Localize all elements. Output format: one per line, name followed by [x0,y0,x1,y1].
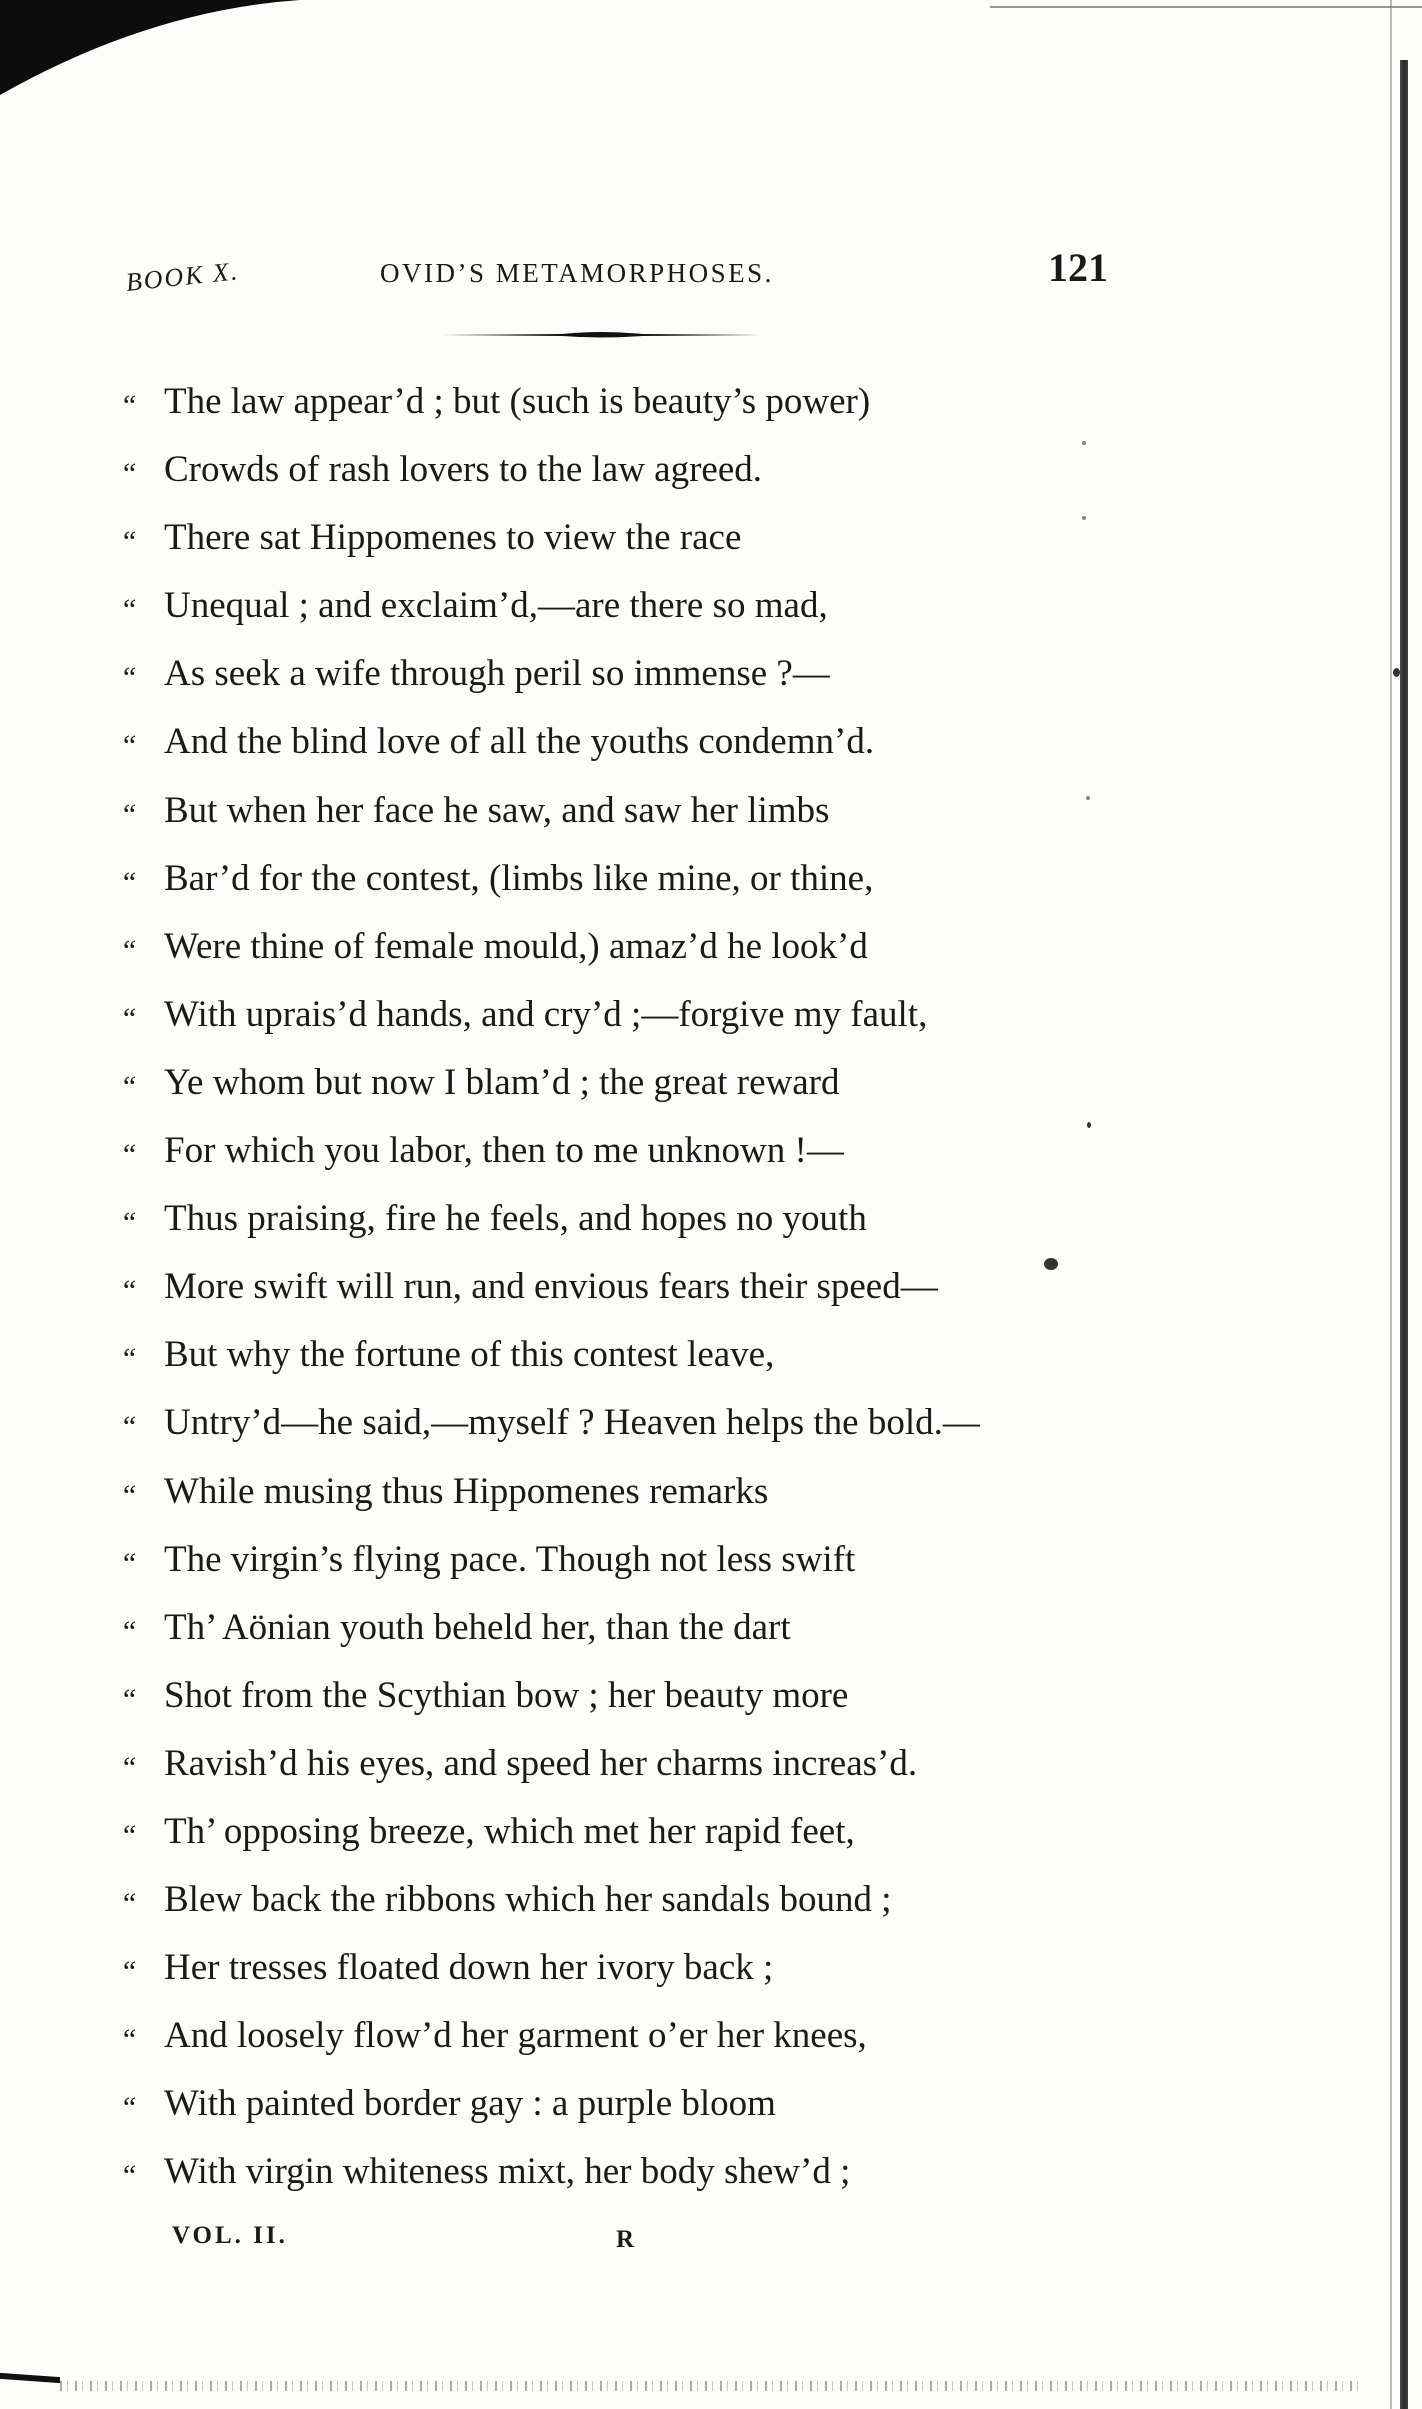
book-label: BOOK X. [124,256,241,297]
verse-line-text: The virgin’s flying pace. Though not less swift [164,1538,856,1580]
verse-line-text: With virgin whiteness mixt, her body shew’d ; [164,2151,851,2193]
opening-quote-mark: “ [120,2091,137,2125]
verse-line [120,1049,1120,1117]
verse-line [120,913,1120,981]
opening-quote-mark: “ [120,593,137,627]
verse-line [120,1866,1120,1934]
opening-quote-mark: “ [120,1614,137,1648]
verse-line [120,1117,1120,1185]
verse-line [120,640,1120,708]
verse-line [120,368,1120,436]
verse-line-text: With uprais’d hands, and cry’d ;—forgive my fault, [164,993,928,1035]
opening-quote-mark: “ [120,1001,137,1035]
verse-line [120,504,1120,572]
verse-line-text: Untry’d—he said,—myself ? Heaven helps the bold.— [164,1402,980,1444]
verse-line [120,2002,1120,2070]
verse-line [120,1594,1120,1662]
opening-quote-mark: “ [120,1750,137,1784]
verse-line [120,2138,1120,2206]
verse-line-text: The law appear’d ; but (such is beauty’s power) [164,381,871,422]
opening-quote-mark: “ [120,1138,137,1172]
opening-quote-mark: “ [120,389,137,422]
verse-line-text: Bar’d for the contest, (limbs like mine, or thine, [164,857,874,899]
opening-quote-mark: “ [120,1206,137,1240]
opening-quote-mark: “ [120,1342,137,1376]
opening-quote-mark: “ [120,1069,137,1103]
verse-line [120,1389,1120,1457]
opening-quote-mark: “ [120,933,137,967]
verse-line [120,1662,1120,1730]
opening-quote-mark: “ [120,1546,137,1580]
opening-quote-mark: “ [120,457,137,491]
verse-line [120,1934,1120,2002]
verse-line [120,1253,1120,1321]
running-header [120,240,1110,310]
opening-quote-mark: “ [120,2159,137,2193]
verse-line-text: And the blind love of all the youths condemn’d. [164,721,875,763]
opening-quote-mark: “ [120,1410,137,1444]
verse-line-text: Ravish’d his eyes, and speed her charms increas’d. [164,1742,918,1784]
verse-line-text: Were thine of female mould,) amaz’d he look’d [164,925,868,967]
header-rule [442,330,762,340]
verse-line-text: Her tresses floated down her ivory back ; [164,1947,774,1989]
verse-line [120,572,1120,640]
verse-line-text: There sat Hippomenes to view the race [164,517,742,559]
verse-line [120,1185,1120,1253]
volume-label: VOL. II. [172,2222,288,2249]
verse-line [120,436,1120,504]
scan-right-edge-thin [1390,0,1392,2409]
scan-bottom-left-mark [0,2373,60,2383]
opening-quote-mark: “ [120,1955,137,1989]
opening-quote-mark: “ [120,1478,137,1512]
verse-line [120,708,1120,776]
verse-lines [120,368,1120,2207]
verse-line [120,981,1120,1049]
verse-line-text: Thus praising, fire he feels, and hopes no youth [164,1198,867,1240]
opening-quote-mark: “ [120,865,137,899]
opening-quote-mark: “ [120,1682,137,1716]
verse-line-text: For which you labor, then to me unknown !— [164,1130,844,1172]
opening-quote-mark: “ [120,1274,137,1308]
opening-quote-mark: “ [120,2023,137,2057]
verse-line-text: As seek a wife through peril so immense ?— [164,653,830,695]
opening-quote-mark: “ [120,1887,137,1921]
scan-top-edge [990,6,1422,8]
page-number: 121 [1048,245,1108,290]
verse-line-text: Unequal ; and exclaim’d,—are there so mad, [164,585,828,627]
verse-line [120,777,1120,845]
verse-line-text: While musing thus Hippomenes remarks [164,1470,769,1512]
verse-line [120,845,1120,913]
running-title: OVID’S METAMORPHOSES. [380,258,774,288]
opening-quote-mark: “ [120,729,137,763]
verse-line-text: Crowds of rash lovers to the law agreed. [164,449,762,491]
verse-line-text: Th’ Aönian youth beheld her, than the dart [164,1606,791,1648]
opening-quote-mark: “ [120,797,137,831]
verse-line [120,1798,1120,1866]
verse-line-text: More swift will run, and envious fears their speed— [164,1266,938,1308]
scan-right-edge [1400,60,1408,2409]
verse-line [120,2070,1120,2138]
verse-line-text: Shot from the Scythian bow ; her beauty more [164,1674,849,1716]
opening-quote-mark: “ [120,1818,137,1852]
opening-quote-mark: “ [120,525,137,559]
signature-mark: R [616,2226,635,2253]
verse-line-text: But why the fortune of this contest leave, [164,1334,775,1376]
verse-line-text: Th’ opposing breeze, which met her rapid feet, [164,1810,855,1852]
scan-bottom-noise [60,2381,1360,2391]
verse-line-text: Blew back the ribbons which her sandals bound ; [164,1879,892,1921]
verse-line-text: With painted border gay : a purple bloom [164,2083,776,2125]
speck [1393,668,1400,677]
opening-quote-mark: “ [120,661,137,695]
verse-line-text: Ye whom but now I blam’d ; the great reward [164,1061,840,1103]
verse-line [120,1526,1120,1594]
verse-line [120,1458,1120,1526]
verse-line-text: And loosely flow’d her garment o’er her knees, [164,2015,867,2057]
verse-line [120,1321,1120,1389]
verse-line-text: But when her face he saw, and saw her limbs [164,789,830,831]
scan-corner-shadow [0,0,320,100]
verse-line [120,1730,1120,1798]
